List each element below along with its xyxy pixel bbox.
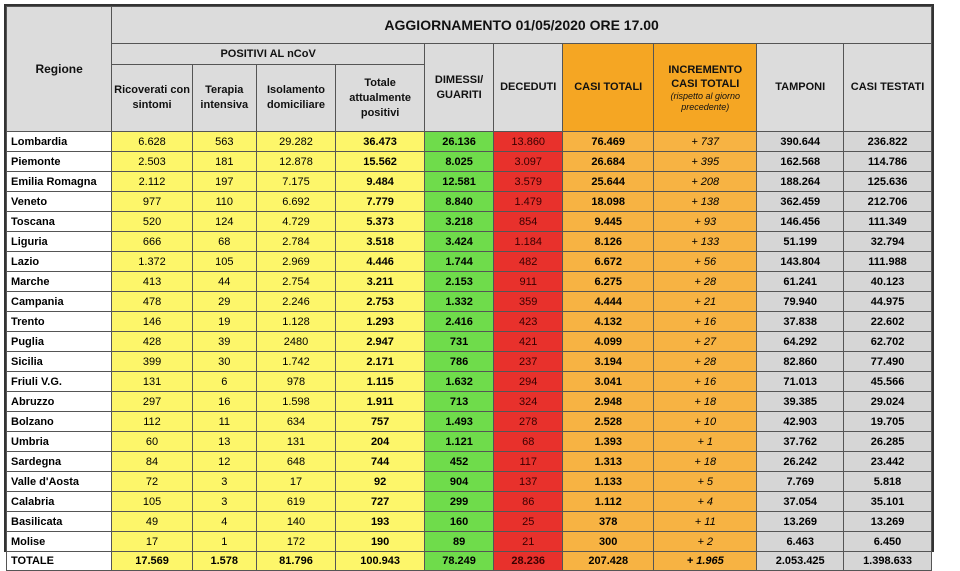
cell-casi-totali: 4.132 (563, 312, 654, 332)
cell-deceduti: 482 (494, 252, 563, 272)
cell-ricoverati: 112 (112, 412, 193, 432)
table-row (7, 272, 932, 292)
cell-regione: Friuli V.G. (7, 372, 112, 392)
cell-ricoverati: 399 (112, 352, 193, 372)
header-isolamento: Isolamento domiciliare (256, 65, 335, 132)
cell-casi-testati: 236.822 (844, 132, 932, 152)
cell-casi-testati: 6.450 (844, 532, 932, 552)
cell-deceduti: 1.479 (494, 192, 563, 212)
cell-isolamento: 978 (256, 372, 335, 392)
cell-casi-testati: 29.024 (844, 392, 932, 412)
cell-incremento: + 28 (654, 352, 757, 372)
cell-incremento: + 11 (654, 512, 757, 532)
cell-deceduti: 68 (494, 432, 563, 452)
cell-isolamento: 2.784 (256, 232, 335, 252)
cell-casi-totali: 8.126 (563, 232, 654, 252)
cell-casi-totali: 76.469 (563, 132, 654, 152)
cell-isolamento: 1.128 (256, 312, 335, 332)
cell-casi-testati: 35.101 (844, 492, 932, 512)
table-row (7, 172, 932, 192)
cell-isolamento: 140 (256, 512, 335, 532)
cell-terapia: 6 (192, 372, 256, 392)
header-casi-testati: CASI TESTATI (844, 44, 932, 132)
cell-casi-totali: 1.313 (563, 452, 654, 472)
cell-casi-totali: 4.444 (563, 292, 654, 312)
table-row (7, 232, 932, 252)
cell-incremento: + 16 (654, 372, 757, 392)
cell-regione: Basilicata (7, 512, 112, 532)
cell-dimessi: 78.249 (425, 552, 494, 571)
cell-incremento: + 18 (654, 392, 757, 412)
cell-casi-testati: 13.269 (844, 512, 932, 532)
cell-deceduti: 117 (494, 452, 563, 472)
cell-regione: Valle d'Aosta (7, 472, 112, 492)
table-row (7, 252, 932, 272)
table-row (7, 132, 932, 152)
cell-terapia: 110 (192, 192, 256, 212)
cell-tamponi: 39.385 (757, 392, 844, 412)
cell-casi-totali: 207.428 (563, 552, 654, 571)
cell-terapia: 16 (192, 392, 256, 412)
cell-casi-testati: 125.636 (844, 172, 932, 192)
cell-dimessi: 2.153 (425, 272, 494, 292)
cell-deceduti: 278 (494, 412, 563, 432)
cell-regione: Molise (7, 532, 112, 552)
cell-casi-totali: 1.393 (563, 432, 654, 452)
cell-dimessi: 299 (425, 492, 494, 512)
cell-totale-positivi: 36.473 (336, 132, 425, 152)
cell-tamponi: 42.903 (757, 412, 844, 432)
cell-casi-testati: 111.349 (844, 212, 932, 232)
cell-deceduti: 86 (494, 492, 563, 512)
cell-incremento: + 4 (654, 492, 757, 512)
cell-casi-totali: 2.528 (563, 412, 654, 432)
cell-ricoverati: 84 (112, 452, 193, 472)
table-row (7, 532, 932, 552)
cell-regione: Sardegna (7, 452, 112, 472)
cell-ricoverati: 105 (112, 492, 193, 512)
cell-dimessi: 786 (425, 352, 494, 372)
cell-ricoverati: 17.569 (112, 552, 193, 571)
cell-regione: TOTALE (7, 552, 112, 571)
cell-terapia: 197 (192, 172, 256, 192)
cell-dimessi: 713 (425, 392, 494, 412)
cell-casi-totali: 9.445 (563, 212, 654, 232)
cell-dimessi: 452 (425, 452, 494, 472)
cell-regione: Umbria (7, 432, 112, 452)
cell-deceduti: 359 (494, 292, 563, 312)
cell-totale-positivi: 5.373 (336, 212, 425, 232)
cell-casi-testati: 5.818 (844, 472, 932, 492)
cell-ricoverati: 666 (112, 232, 193, 252)
header-tamponi: TAMPONI (757, 44, 844, 132)
cell-tamponi: 2.053.425 (757, 552, 844, 571)
cell-ricoverati: 977 (112, 192, 193, 212)
cell-ricoverati: 17 (112, 532, 193, 552)
cell-tamponi: 362.459 (757, 192, 844, 212)
cell-tamponi: 51.199 (757, 232, 844, 252)
cell-incremento: + 737 (654, 132, 757, 152)
cell-dimessi: 731 (425, 332, 494, 352)
cell-regione: Lombardia (7, 132, 112, 152)
cell-terapia: 181 (192, 152, 256, 172)
cell-incremento: + 133 (654, 232, 757, 252)
cell-deceduti: 13.860 (494, 132, 563, 152)
cell-casi-testati: 212.706 (844, 192, 932, 212)
cell-ricoverati: 60 (112, 432, 193, 452)
data-table (6, 6, 932, 571)
cell-incremento: + 1 (654, 432, 757, 452)
cell-dimessi: 12.581 (425, 172, 494, 192)
cell-tamponi: 146.456 (757, 212, 844, 232)
cell-incremento: + 27 (654, 332, 757, 352)
cell-casi-testati: 26.285 (844, 432, 932, 452)
cell-isolamento: 2.969 (256, 252, 335, 272)
cell-totale-positivi: 15.562 (336, 152, 425, 172)
cell-isolamento: 648 (256, 452, 335, 472)
cell-ricoverati: 428 (112, 332, 193, 352)
cell-casi-totali: 6.275 (563, 272, 654, 292)
cell-incremento: + 2 (654, 532, 757, 552)
table-row (7, 412, 932, 432)
cell-casi-testati: 114.786 (844, 152, 932, 172)
cell-dimessi: 89 (425, 532, 494, 552)
cell-incremento: + 5 (654, 472, 757, 492)
cell-deceduti: 911 (494, 272, 563, 292)
cell-deceduti: 237 (494, 352, 563, 372)
cell-terapia: 13 (192, 432, 256, 452)
header-deceduti: DECEDUTI (494, 44, 563, 132)
cell-terapia: 39 (192, 332, 256, 352)
cell-regione: Trento (7, 312, 112, 332)
cell-incremento: + 21 (654, 292, 757, 312)
table-row (7, 292, 932, 312)
cell-casi-testati: 62.702 (844, 332, 932, 352)
cell-dimessi: 26.136 (425, 132, 494, 152)
cell-dimessi: 3.218 (425, 212, 494, 232)
cell-regione: Marche (7, 272, 112, 292)
cell-totale-positivi: 3.211 (336, 272, 425, 292)
cell-totale-positivi: 7.779 (336, 192, 425, 212)
cell-tamponi: 188.264 (757, 172, 844, 192)
cell-regione: Calabria (7, 492, 112, 512)
cell-dimessi: 1.121 (425, 432, 494, 452)
header-dimessi: DIMESSI/ GUARITI (425, 44, 494, 132)
cell-totale-positivi: 2.171 (336, 352, 425, 372)
cell-dimessi: 160 (425, 512, 494, 532)
cell-dimessi: 8.025 (425, 152, 494, 172)
cell-tamponi: 390.644 (757, 132, 844, 152)
cell-regione: Toscana (7, 212, 112, 232)
cell-tamponi: 26.242 (757, 452, 844, 472)
cell-terapia: 124 (192, 212, 256, 232)
cell-ricoverati: 1.372 (112, 252, 193, 272)
cell-isolamento: 619 (256, 492, 335, 512)
cell-casi-testati: 77.490 (844, 352, 932, 372)
header-incremento-note: (rispetto al giorno precedente) (670, 90, 741, 112)
table-row (7, 432, 932, 452)
cell-dimessi: 904 (425, 472, 494, 492)
cell-ricoverati: 478 (112, 292, 193, 312)
header-regione: Regione (7, 7, 112, 132)
cell-regione: Bolzano (7, 412, 112, 432)
cell-incremento: + 18 (654, 452, 757, 472)
cell-deceduti: 324 (494, 392, 563, 412)
cell-dimessi: 3.424 (425, 232, 494, 252)
cell-totale-positivi: 1.293 (336, 312, 425, 332)
table-row (7, 372, 932, 392)
cell-casi-totali: 3.194 (563, 352, 654, 372)
cell-isolamento: 12.878 (256, 152, 335, 172)
cell-regione: Abruzzo (7, 392, 112, 412)
total-row (7, 552, 932, 571)
cell-dimessi: 8.840 (425, 192, 494, 212)
header-positivi-group: POSITIVI AL nCoV (112, 44, 425, 65)
cell-totale-positivi: 3.518 (336, 232, 425, 252)
cell-regione: Emilia Romagna (7, 172, 112, 192)
cell-tamponi: 82.860 (757, 352, 844, 372)
cell-tamponi: 37.762 (757, 432, 844, 452)
cell-isolamento: 131 (256, 432, 335, 452)
cell-deceduti: 21 (494, 532, 563, 552)
cell-totale-positivi: 193 (336, 512, 425, 532)
cell-terapia: 1.578 (192, 552, 256, 571)
cell-isolamento: 17 (256, 472, 335, 492)
cell-totale-positivi: 4.446 (336, 252, 425, 272)
cell-casi-testati: 19.705 (844, 412, 932, 432)
cell-terapia: 29 (192, 292, 256, 312)
cell-incremento: + 395 (654, 152, 757, 172)
cell-terapia: 19 (192, 312, 256, 332)
cell-regione: Piemonte (7, 152, 112, 172)
cell-tamponi: 37.838 (757, 312, 844, 332)
cell-tamponi: 71.013 (757, 372, 844, 392)
cell-isolamento: 634 (256, 412, 335, 432)
cell-incremento: + 16 (654, 312, 757, 332)
cell-ricoverati: 146 (112, 312, 193, 332)
table-row (7, 192, 932, 212)
cell-totale-positivi: 757 (336, 412, 425, 432)
cell-casi-testati: 40.123 (844, 272, 932, 292)
cell-incremento: + 208 (654, 172, 757, 192)
header-incremento (654, 44, 757, 132)
header-casi-totali: CASI TOTALI (563, 44, 654, 132)
cell-isolamento: 4.729 (256, 212, 335, 232)
cell-incremento: + 10 (654, 412, 757, 432)
cell-casi-testati: 1.398.633 (844, 552, 932, 571)
cell-tamponi: 7.769 (757, 472, 844, 492)
cell-ricoverati: 2.503 (112, 152, 193, 172)
cell-casi-totali: 26.684 (563, 152, 654, 172)
cell-ricoverati: 520 (112, 212, 193, 232)
cell-totale-positivi: 1.115 (336, 372, 425, 392)
cell-casi-totali: 6.672 (563, 252, 654, 272)
cell-incremento: + 28 (654, 272, 757, 292)
cell-deceduti: 854 (494, 212, 563, 232)
cell-casi-testati: 23.442 (844, 452, 932, 472)
cell-isolamento: 1.742 (256, 352, 335, 372)
cell-terapia: 3 (192, 492, 256, 512)
cell-casi-totali: 1.112 (563, 492, 654, 512)
cell-totale-positivi: 100.943 (336, 552, 425, 571)
cell-casi-totali: 25.644 (563, 172, 654, 192)
cell-dimessi: 1.493 (425, 412, 494, 432)
page-title: AGGIORNAMENTO 01/05/2020 ORE 17.00 (112, 7, 932, 44)
table-row (7, 352, 932, 372)
cell-isolamento: 2.754 (256, 272, 335, 292)
cell-casi-testati: 111.988 (844, 252, 932, 272)
cell-totale-positivi: 190 (336, 532, 425, 552)
cell-tamponi: 143.804 (757, 252, 844, 272)
cell-isolamento: 1.598 (256, 392, 335, 412)
cell-casi-testati: 22.602 (844, 312, 932, 332)
table-row (7, 332, 932, 352)
cell-deceduti: 3.097 (494, 152, 563, 172)
cell-terapia: 12 (192, 452, 256, 472)
cell-incremento: + 138 (654, 192, 757, 212)
cell-casi-testati: 45.566 (844, 372, 932, 392)
cell-tamponi: 13.269 (757, 512, 844, 532)
cell-regione: Liguria (7, 232, 112, 252)
cell-ricoverati: 297 (112, 392, 193, 412)
cell-totale-positivi: 92 (336, 472, 425, 492)
cell-terapia: 563 (192, 132, 256, 152)
cell-totale-positivi: 204 (336, 432, 425, 452)
cell-totale-positivi: 727 (336, 492, 425, 512)
cell-regione: Veneto (7, 192, 112, 212)
cell-tamponi: 61.241 (757, 272, 844, 292)
table-row (7, 512, 932, 532)
cell-terapia: 44 (192, 272, 256, 292)
cell-incremento: + 93 (654, 212, 757, 232)
cell-deceduti: 28.236 (494, 552, 563, 571)
cell-casi-testati: 44.975 (844, 292, 932, 312)
cell-casi-totali: 4.099 (563, 332, 654, 352)
cell-incremento: + 1.965 (654, 552, 757, 571)
cell-isolamento: 2480 (256, 332, 335, 352)
header-totale-positivi: Totale attualmente positivi (336, 65, 425, 132)
table-row (7, 392, 932, 412)
cell-dimessi: 2.416 (425, 312, 494, 332)
cell-dimessi: 1.332 (425, 292, 494, 312)
cell-regione: Puglia (7, 332, 112, 352)
cell-regione: Campania (7, 292, 112, 312)
cell-casi-totali: 18.098 (563, 192, 654, 212)
table-row (7, 312, 932, 332)
cell-deceduti: 137 (494, 472, 563, 492)
cell-terapia: 105 (192, 252, 256, 272)
cell-terapia: 11 (192, 412, 256, 432)
cell-deceduti: 1.184 (494, 232, 563, 252)
cell-deceduti: 294 (494, 372, 563, 392)
cell-totale-positivi: 2.947 (336, 332, 425, 352)
header-incremento-label: INCREMENTO CASI TOTALI (668, 63, 743, 90)
cell-casi-totali: 300 (563, 532, 654, 552)
table-row (7, 452, 932, 472)
cell-totale-positivi: 744 (336, 452, 425, 472)
cell-ricoverati: 131 (112, 372, 193, 392)
cell-deceduti: 3.579 (494, 172, 563, 192)
cell-ricoverati: 2.112 (112, 172, 193, 192)
cell-ricoverati: 49 (112, 512, 193, 532)
cell-isolamento: 81.796 (256, 552, 335, 571)
cell-isolamento: 29.282 (256, 132, 335, 152)
cell-ricoverati: 72 (112, 472, 193, 492)
cell-dimessi: 1.744 (425, 252, 494, 272)
cell-totale-positivi: 9.484 (336, 172, 425, 192)
table-row (7, 472, 932, 492)
cell-casi-totali: 2.948 (563, 392, 654, 412)
cell-casi-totali: 3.041 (563, 372, 654, 392)
cell-casi-totali: 1.133 (563, 472, 654, 492)
cell-casi-totali: 378 (563, 512, 654, 532)
cell-deceduti: 25 (494, 512, 563, 532)
header-terapia: Terapia intensiva (192, 65, 256, 132)
cell-dimessi: 1.632 (425, 372, 494, 392)
cell-tamponi: 64.292 (757, 332, 844, 352)
cell-deceduti: 421 (494, 332, 563, 352)
cell-tamponi: 6.463 (757, 532, 844, 552)
cell-casi-testati: 32.794 (844, 232, 932, 252)
cell-isolamento: 2.246 (256, 292, 335, 312)
table-row (7, 212, 932, 232)
cell-terapia: 3 (192, 472, 256, 492)
cell-incremento: + 56 (654, 252, 757, 272)
table-row (7, 492, 932, 512)
cell-deceduti: 423 (494, 312, 563, 332)
cell-isolamento: 172 (256, 532, 335, 552)
cell-totale-positivi: 2.753 (336, 292, 425, 312)
cell-tamponi: 162.568 (757, 152, 844, 172)
cell-isolamento: 6.692 (256, 192, 335, 212)
cell-tamponi: 37.054 (757, 492, 844, 512)
cell-terapia: 30 (192, 352, 256, 372)
table-row (7, 152, 932, 172)
header-ricoverati: Ricoverati con sintomi (112, 65, 193, 132)
cell-totale-positivi: 1.911 (336, 392, 425, 412)
cell-tamponi: 79.940 (757, 292, 844, 312)
cell-regione: Sicilia (7, 352, 112, 372)
cell-ricoverati: 6.628 (112, 132, 193, 152)
cell-ricoverati: 413 (112, 272, 193, 292)
cell-terapia: 4 (192, 512, 256, 532)
cell-regione: Lazio (7, 252, 112, 272)
cell-terapia: 68 (192, 232, 256, 252)
cell-terapia: 1 (192, 532, 256, 552)
covid-report-table (4, 4, 934, 567)
cell-isolamento: 7.175 (256, 172, 335, 192)
